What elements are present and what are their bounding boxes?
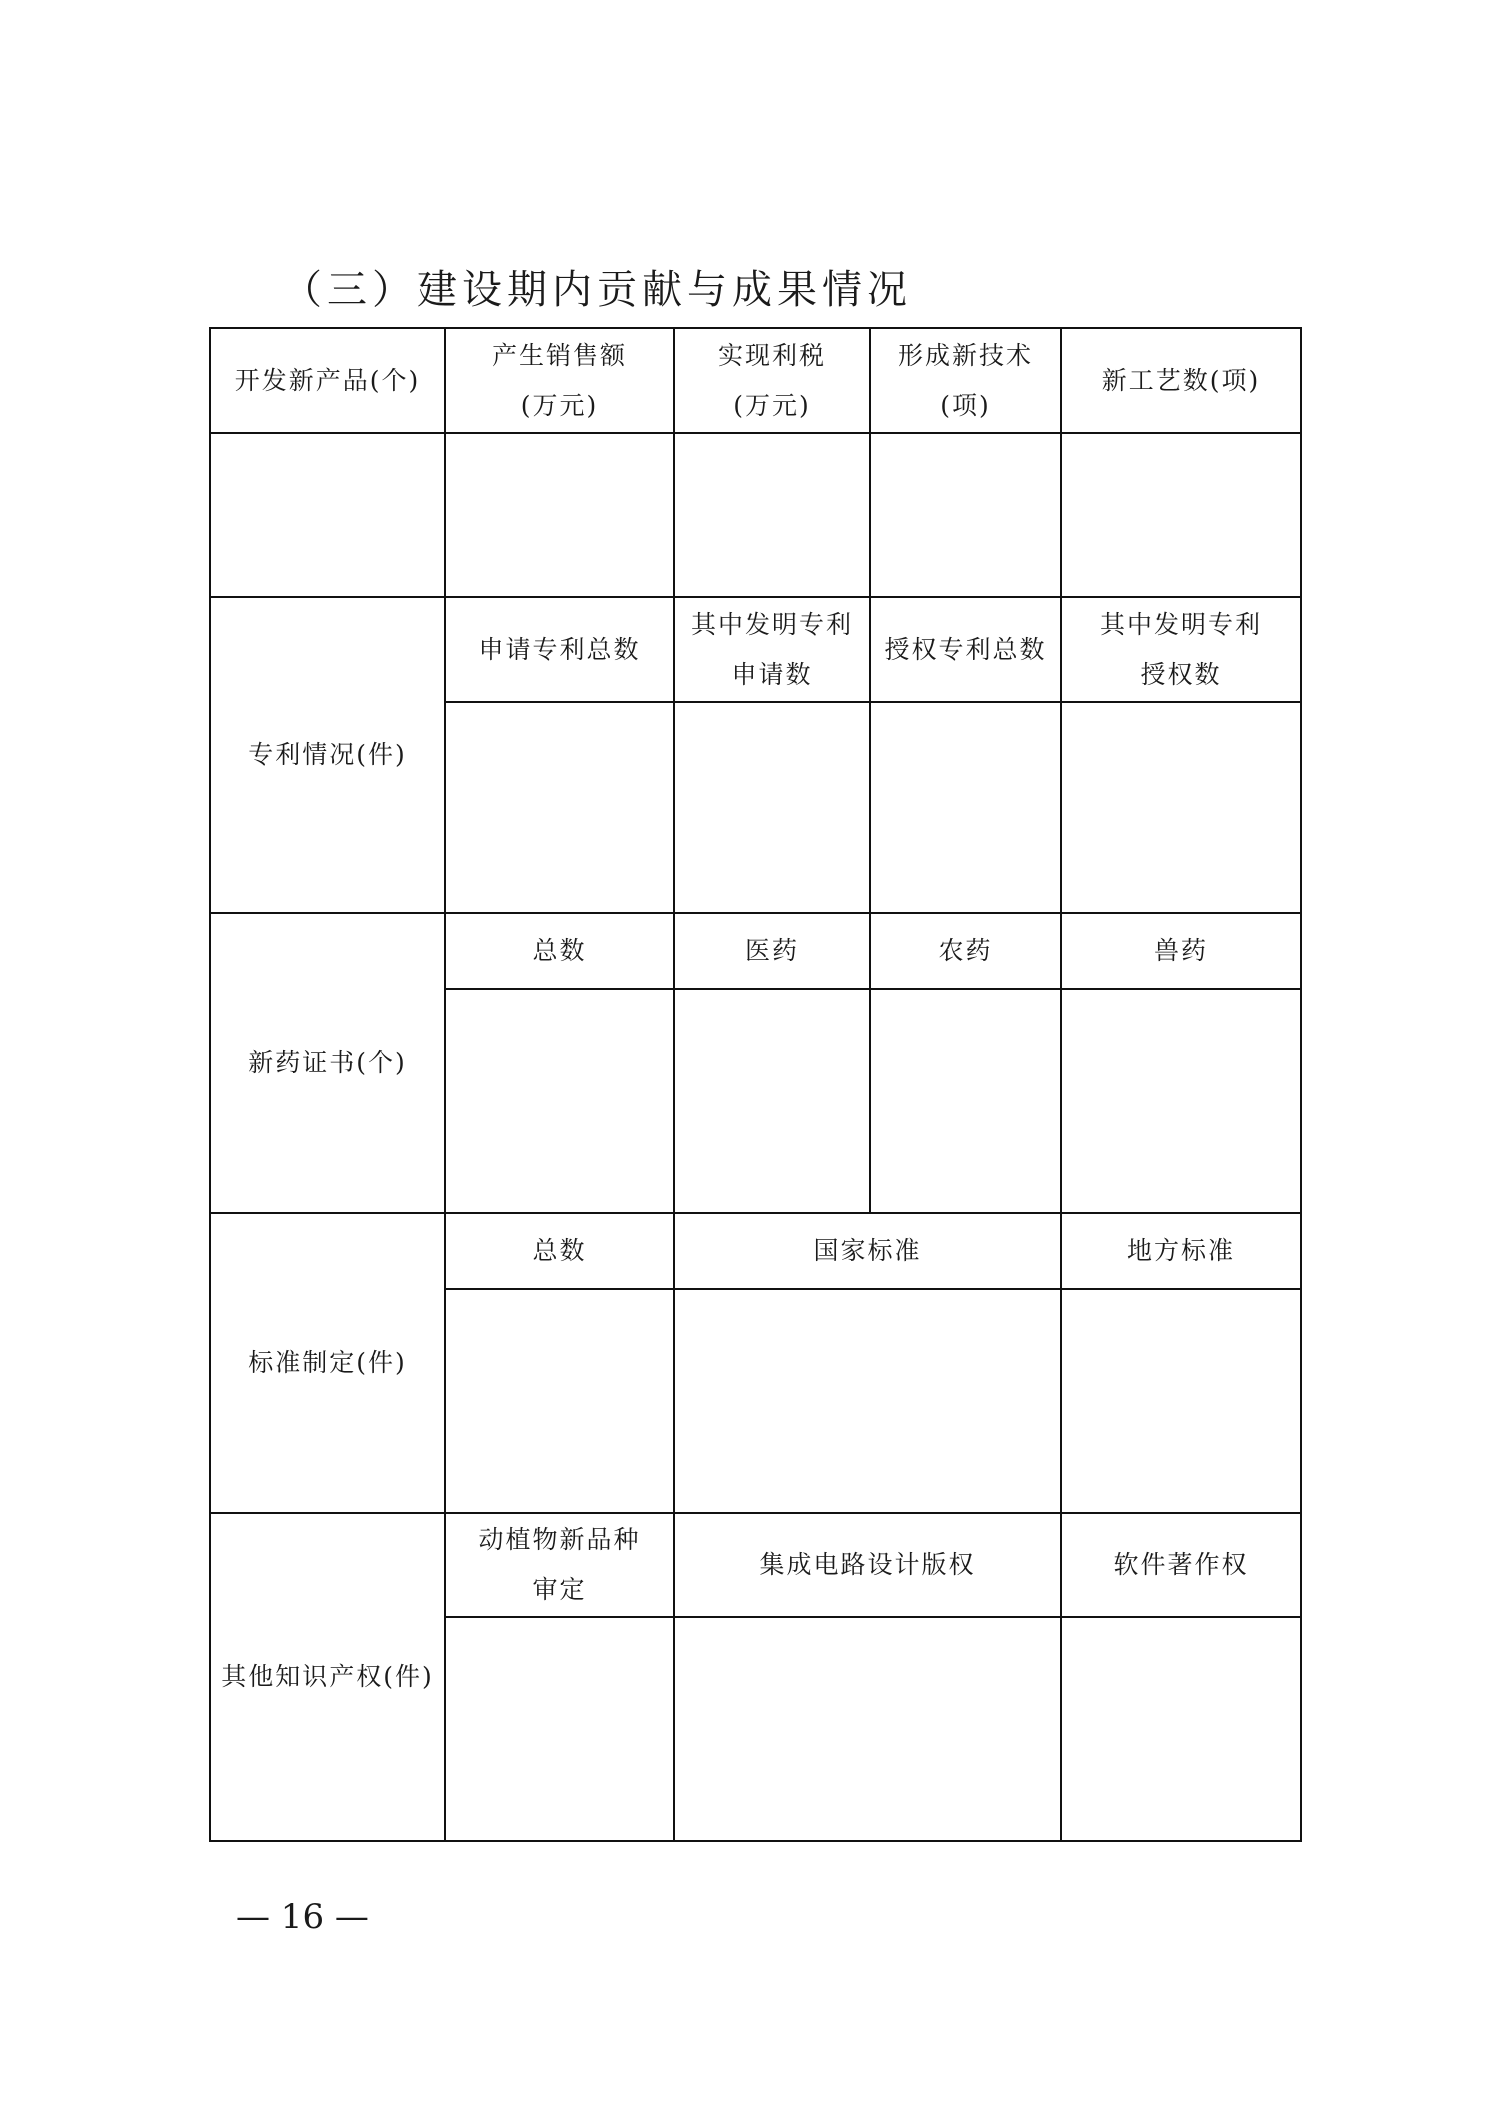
page-number: — 16 — [236, 1897, 369, 1937]
table-row-products-values [210, 433, 1301, 597]
value-cell-drug-veterinary[interactable] [1061, 989, 1301, 1213]
header-cell-plant-animal-variety [445, 1513, 674, 1617]
header-cell-ic-layout [674, 1513, 1061, 1617]
achievements-table [209, 327, 1302, 1842]
header-cell-drug-veterinary: 兽药 [1061, 913, 1301, 989]
header-label: 动植物新品种 [478, 1525, 641, 1554]
value-cell-invention-granted[interactable] [1061, 702, 1301, 913]
header-cell-patent-applications [445, 597, 674, 702]
table-row-standard-header [210, 1213, 1301, 1289]
header-label: 形成新技术 [897, 340, 1033, 370]
header-label: 软件著作权 [1113, 1550, 1249, 1579]
value-cell-patent-applications[interactable] [445, 702, 674, 913]
row-label-drug-cert: 新药证书(个) [210, 913, 445, 1213]
header-cell-new-tech [870, 328, 1061, 433]
value-cell-standard-total[interactable] [445, 1289, 674, 1513]
value-cell-invention-applications[interactable] [674, 702, 870, 913]
value-cell-new-products[interactable] [210, 433, 445, 597]
value-cell-plant-animal-variety[interactable] [445, 1617, 674, 1841]
header-label: 其中发明专利 [690, 609, 853, 639]
value-cell-national-standard[interactable] [674, 1289, 1061, 1513]
header-label: 实现利税 [717, 340, 826, 370]
header-cell-new-products [210, 328, 445, 433]
header-label: 集成电路设计版权 [759, 1550, 976, 1579]
value-cell-local-standard[interactable] [1061, 1289, 1301, 1513]
table-row-other-ip-header [210, 1513, 1301, 1617]
value-cell-drug-total[interactable] [445, 989, 674, 1213]
row-label-standard: 标准制定(件) [210, 1213, 445, 1513]
table-row-products-header [210, 328, 1301, 433]
header-cell-drug-total: 总数 [445, 913, 674, 989]
header-cell-profit-tax [674, 328, 870, 433]
header-label-line2: 申请数 [731, 659, 813, 689]
row-label-other-ip: 其他知识产权(件) [210, 1513, 445, 1841]
header-label: 其中发明专利 [1099, 609, 1262, 639]
value-cell-granted-patents[interactable] [870, 702, 1061, 913]
value-cell-new-process[interactable] [1061, 433, 1301, 597]
value-cell-drug-pesticide[interactable] [870, 989, 1061, 1213]
header-cell-granted-patents [870, 597, 1061, 702]
section-title: （三）建设期内贡献与成果情况 [282, 267, 912, 313]
header-cell-software-copyright [1061, 1513, 1301, 1617]
header-label-line2: 授权数 [1140, 659, 1222, 689]
table-row-patent-header [210, 597, 1301, 702]
value-cell-new-tech[interactable] [870, 433, 1061, 597]
value-cell-sales[interactable] [445, 433, 674, 597]
header-cell-drug-pesticide: 农药 [870, 913, 1061, 989]
header-label: 申请专利总数 [478, 634, 641, 664]
header-unit: (万元) [520, 390, 599, 420]
header-cell-invention-granted [1061, 597, 1301, 702]
value-cell-drug-medicine[interactable] [674, 989, 870, 1213]
value-cell-software-copyright[interactable] [1061, 1617, 1301, 1841]
header-label: 产生销售额 [491, 340, 627, 370]
header-unit: (项) [940, 390, 991, 420]
value-cell-ic-layout[interactable] [674, 1617, 1061, 1841]
header-cell-invention-applications [674, 597, 870, 702]
row-label-patent: 专利情况(件) [210, 597, 445, 913]
header-label: 开发新产品(个) [234, 365, 421, 395]
header-label: 新工艺数(项) [1101, 365, 1261, 395]
header-unit: (万元) [733, 390, 811, 420]
value-cell-profit-tax[interactable] [674, 433, 870, 597]
table-row-drug-header [210, 913, 1301, 989]
header-cell-new-process [1061, 328, 1301, 433]
header-cell-sales [445, 328, 674, 433]
header-cell-drug-medicine: 医药 [674, 913, 870, 989]
header-cell-standard-total: 总数 [445, 1213, 674, 1289]
header-cell-national-standard: 国家标准 [674, 1213, 1061, 1289]
header-cell-local-standard: 地方标准 [1061, 1213, 1301, 1289]
header-label-line2: 审定 [532, 1575, 587, 1604]
header-label: 授权专利总数 [884, 634, 1047, 664]
